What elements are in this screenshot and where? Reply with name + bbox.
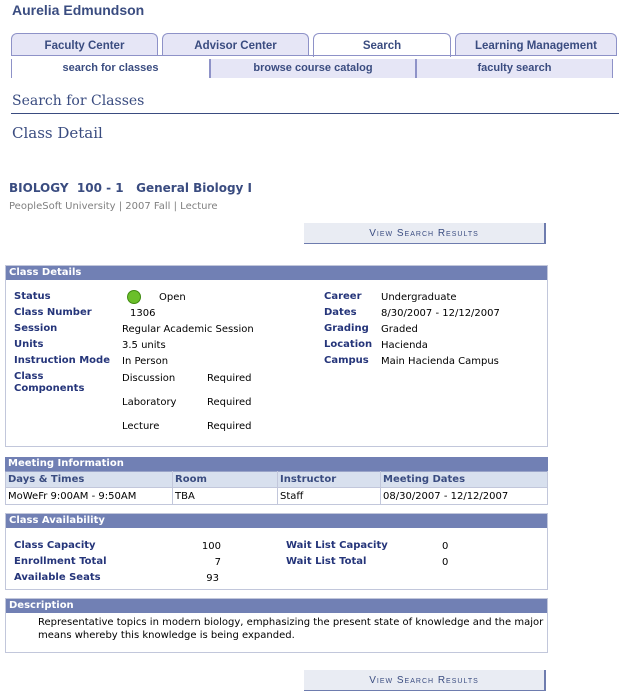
grading-value: Graded: [381, 324, 418, 335]
available-seats-label: Available Seats: [14, 572, 101, 583]
grading-label: Grading: [324, 323, 369, 334]
column-header-meeting-dates: Meeting Dates: [381, 472, 548, 488]
sub-tabs: [11, 59, 615, 78]
view-search-results-button-bottom[interactable]: View Search Results: [304, 670, 546, 691]
open-status-icon: [127, 290, 141, 304]
description-header: Description: [6, 599, 547, 613]
status-value: Open: [159, 292, 186, 303]
tab-advisor-center[interactable]: Advisor Center: [162, 33, 309, 56]
wait-list-total-value: 0: [442, 557, 449, 568]
meeting-information-header: Meeting Information: [5, 457, 548, 471]
meeting-table: [5, 471, 548, 505]
subtab-faculty-search[interactable]: faculty search: [415, 59, 613, 78]
main-tabs: [11, 33, 619, 56]
column-header-room: Room: [173, 472, 278, 488]
enrollment-total-label: Enrollment Total: [14, 556, 107, 567]
component-requirement: Required: [207, 373, 252, 384]
session-value: Regular Academic Session: [122, 324, 254, 335]
component-name: Discussion: [122, 373, 176, 384]
session-label: Session: [14, 323, 58, 334]
component-name: Lecture: [122, 421, 160, 432]
component-requirement: Required: [207, 421, 252, 432]
campus-value: Main Hacienda Campus: [381, 356, 499, 367]
title-divider: [11, 113, 619, 114]
user-name: Aurelia Edmundson: [12, 2, 145, 18]
subtab-search-for-classes[interactable]: search for classes: [11, 59, 209, 78]
column-header-days-times: Days & Times: [6, 472, 173, 488]
campus-label: Campus: [324, 355, 369, 366]
room-cell: TBA: [173, 488, 278, 505]
meeting-dates-cell: 08/30/2007 - 12/12/2007: [381, 488, 548, 505]
status-label: Status: [14, 291, 51, 302]
description-panel: [5, 598, 548, 653]
instructor-cell: Staff: [278, 488, 381, 505]
location-label: Location: [324, 339, 373, 350]
wait-list-capacity-value: 0: [442, 541, 449, 552]
tab-search[interactable]: Search: [313, 33, 451, 57]
dates-value: 8/30/2007 - 12/12/2007: [381, 308, 500, 319]
class-number-label: Class Number: [14, 307, 92, 318]
course-meta: PeopleSoft University | 2007 Fall | Lecture: [9, 201, 218, 212]
wait-list-total-label: Wait List Total: [286, 556, 367, 567]
class-capacity-value: 100: [201, 541, 221, 552]
days-times-cell: MoWeFr 9:00AM - 9:50AM: [6, 488, 173, 505]
component-name: Laboratory: [122, 397, 177, 408]
class-number-value: 1306: [130, 308, 156, 319]
course-title: BIOLOGY 100 - 1 General Biology I: [9, 181, 253, 195]
page-title: Search for Classes: [12, 93, 145, 109]
class-details-header: Class Details: [6, 266, 547, 280]
tab-learning-management[interactable]: Learning Management: [455, 33, 617, 56]
tab-divider: [11, 55, 617, 56]
column-header-instructor: Instructor: [278, 472, 381, 488]
instruction-mode-label: Instruction Mode: [14, 355, 110, 366]
class-details-panel: [5, 265, 548, 447]
units-value: 3.5 units: [122, 340, 166, 351]
description-text: Representative topics in modern biology, emphasizing the present state of knowledge and the major means whereby this knowledge is being expanded.: [38, 617, 544, 641]
units-label: Units: [14, 339, 44, 350]
wait-list-capacity-label: Wait List Capacity: [286, 540, 388, 551]
component-requirement: Required: [207, 397, 252, 408]
class-availability-header: Class Availability: [6, 514, 547, 528]
view-search-results-button-top[interactable]: View Search Results: [304, 223, 546, 244]
instruction-mode-value: In Person: [122, 356, 169, 367]
class-availability-panel: [5, 513, 548, 590]
career-value: Undergraduate: [381, 292, 457, 303]
subtab-browse-course-catalog[interactable]: browse course catalog: [209, 59, 415, 78]
tab-faculty-center[interactable]: Faculty Center: [11, 33, 158, 56]
dates-label: Dates: [324, 307, 357, 318]
enrollment-total-value: 7: [214, 557, 221, 568]
meeting-information-panel: [5, 457, 548, 510]
career-label: Career: [324, 291, 362, 302]
class-capacity-label: Class Capacity: [14, 540, 96, 551]
available-seats-value: 93: [206, 573, 219, 584]
page-subtitle: Class Detail: [12, 124, 103, 142]
location-value: Hacienda: [381, 340, 428, 351]
class-components-label: Class Components: [14, 371, 85, 394]
table-row: [6, 488, 548, 505]
